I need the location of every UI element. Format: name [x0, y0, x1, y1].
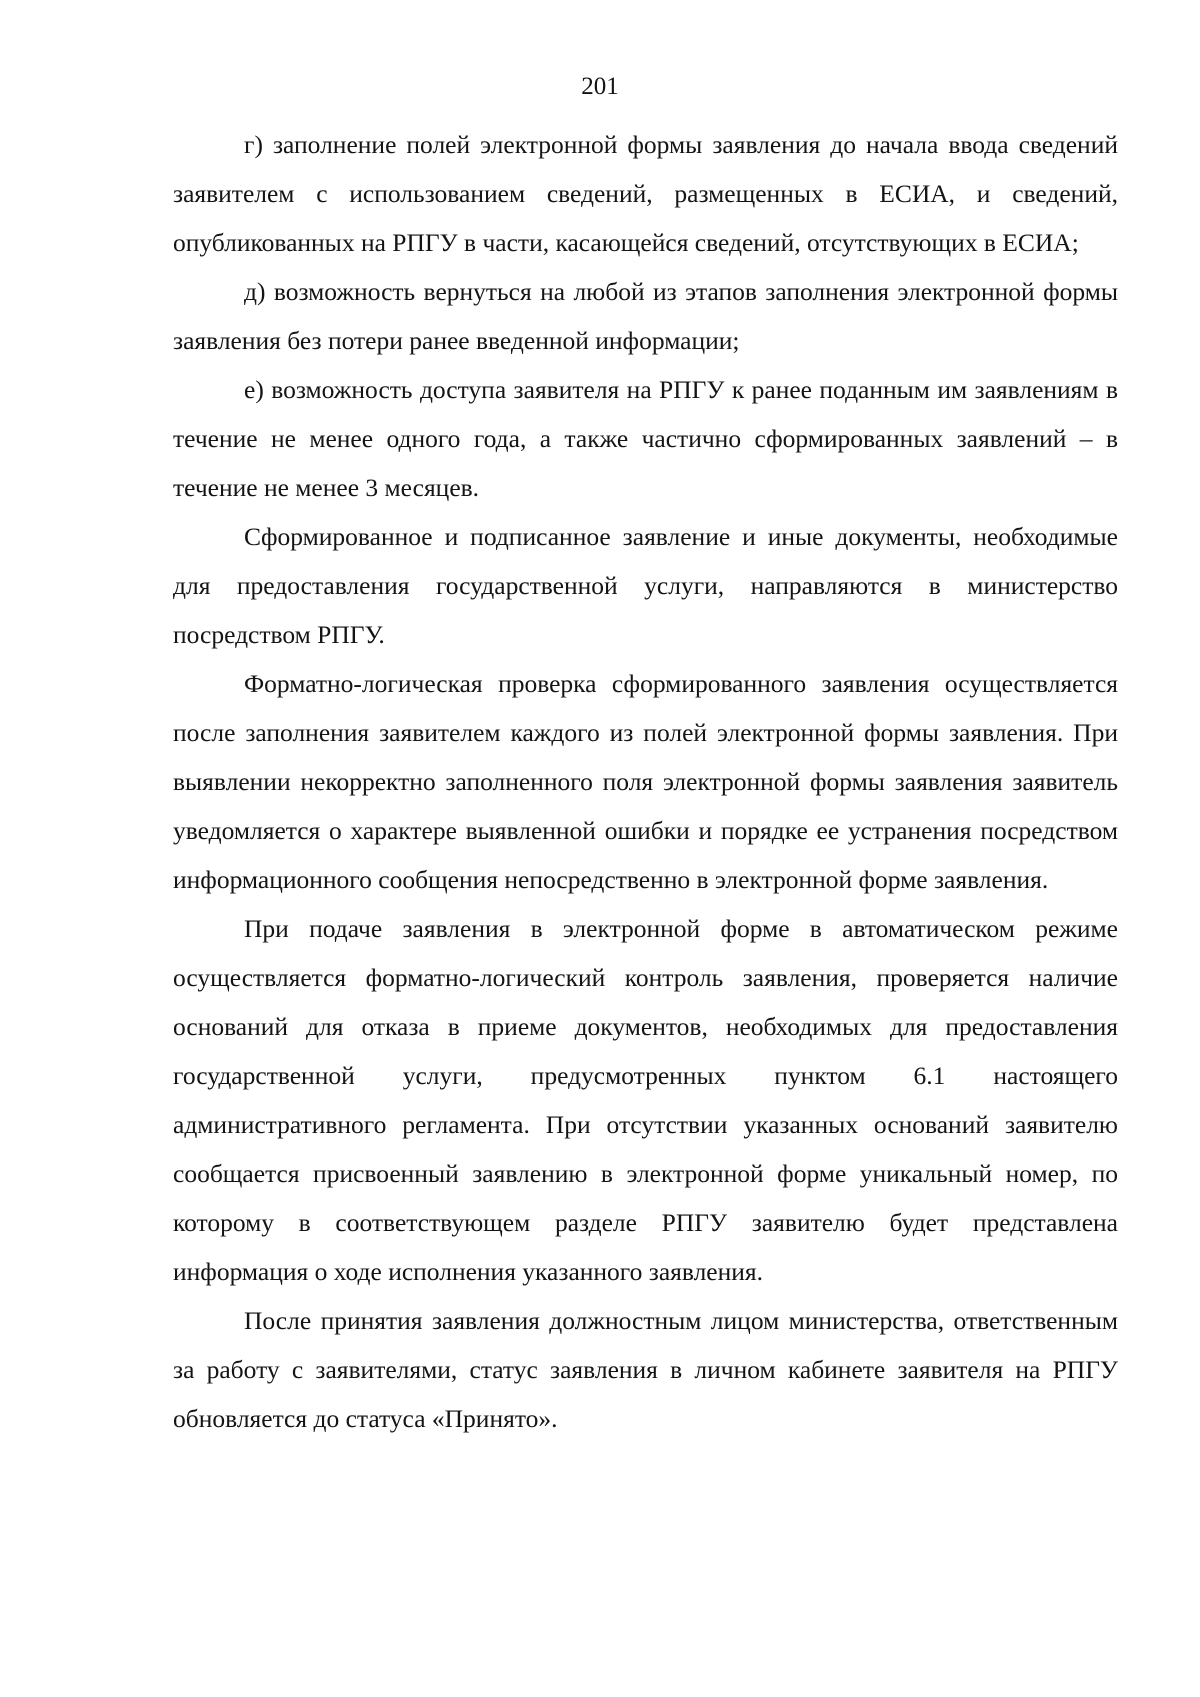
paragraph-format-check: Форматно-логическая проверка сформированного заявления осуществляется после заполнения заявителем каждого из полей электронной формы заявления. При выявлении некорректно заполненного поля электронной формы заявления заявитель уведомляется о характере выявленной ошибки и порядке ее устранения посредством информационного сообщения непосредственно в электронной форме заявления.: [173, 669, 1118, 894]
paragraph-item-g: г) заполнение полей электронной формы заявления до начала ввода сведений заявителем с использованием сведений, размещенных в ЕСИА, и сведений, опубликованных на РПГУ в части, касающейся сведений, отсутствующих в ЕСИА;: [173, 130, 1118, 257]
paragraph-automatic-control: При подаче заявления в электронной форме в автоматическом режиме осуществляется форматно-логический контроль заявления, проверяется наличие оснований для отказа в приеме документов, необходимых для предоставления государственной услуги, предусмотренных пунктом 6.1 настоящего административного регламента. При отсутствии указанных оснований заявителю сообщается присвоенный заявлению в электронной форме уникальный номер, по которому в соответствующем разделе РПГУ заявителю будет представлена информация о ходе исполнения указанного заявления.: [173, 914, 1118, 1286]
document-body: [173, 120, 1118, 1443]
paragraph-submission: Сформированное и подписанное заявление и иные документы, необходимые для предоставления государственной услуги, направляются в министерство посредством РПГУ.: [173, 522, 1118, 649]
paragraph-status-update: После принятия заявления должностным лицом министерства, ответственным за работу с заявителями, статус заявления в личном кабинете заявителя на РПГУ обновляется до статуса «Принято».: [173, 1306, 1118, 1433]
page-number: 201: [581, 73, 619, 100]
paragraph-item-d: д) возможность вернуться на любой из этапов заполнения электронной формы заявления без потери ранее введенной информации;: [173, 277, 1118, 355]
paragraph-item-e: е) возможность доступа заявителя на РПГУ к ранее поданным им заявлениям в течение не менее одного года, а также частично сформированных заявлений – в течение не менее 3 месяцев.: [173, 375, 1118, 502]
